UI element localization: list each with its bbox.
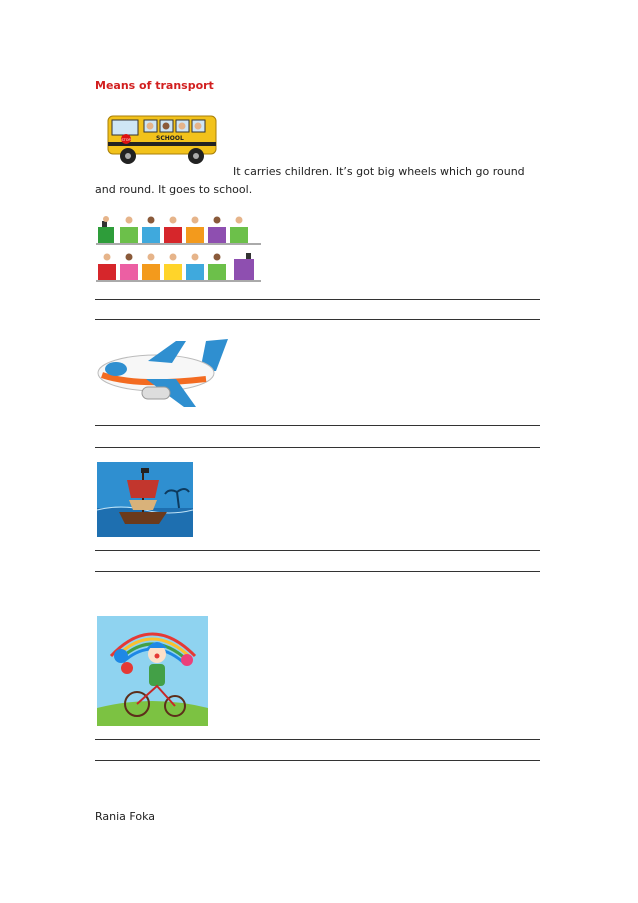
ship-image: [97, 462, 193, 537]
stop-sign-text: STOP: [121, 138, 131, 142]
train-icon: [96, 209, 261, 285]
answer-line[interactable]: [95, 739, 540, 740]
answer-line[interactable]: [95, 299, 540, 300]
answer-line[interactable]: [95, 425, 540, 426]
example-text-line-2: and round. It goes to school.: [95, 183, 253, 196]
answer-line[interactable]: [95, 571, 540, 572]
bus-sign-text: SCHOOL: [156, 135, 184, 142]
answer-line[interactable]: [95, 447, 540, 448]
example-text-line-1: It carries children. It’s got big wheels which go round: [233, 165, 525, 178]
clown-bicycle-icon: [97, 616, 208, 726]
school-bus-image: [104, 112, 222, 166]
school-bus-icon: [104, 112, 222, 166]
train-image: [96, 209, 261, 285]
answer-line[interactable]: [95, 550, 540, 551]
answer-line[interactable]: [95, 760, 540, 761]
answer-line[interactable]: [95, 319, 540, 320]
bicycle-image: [97, 616, 208, 726]
airplane-image: [96, 337, 232, 409]
author-name: Rania Foka: [95, 810, 155, 823]
pirate-ship-icon: [97, 462, 193, 537]
worksheet-title: Means of transport: [95, 79, 214, 92]
airplane-icon: [96, 337, 232, 409]
